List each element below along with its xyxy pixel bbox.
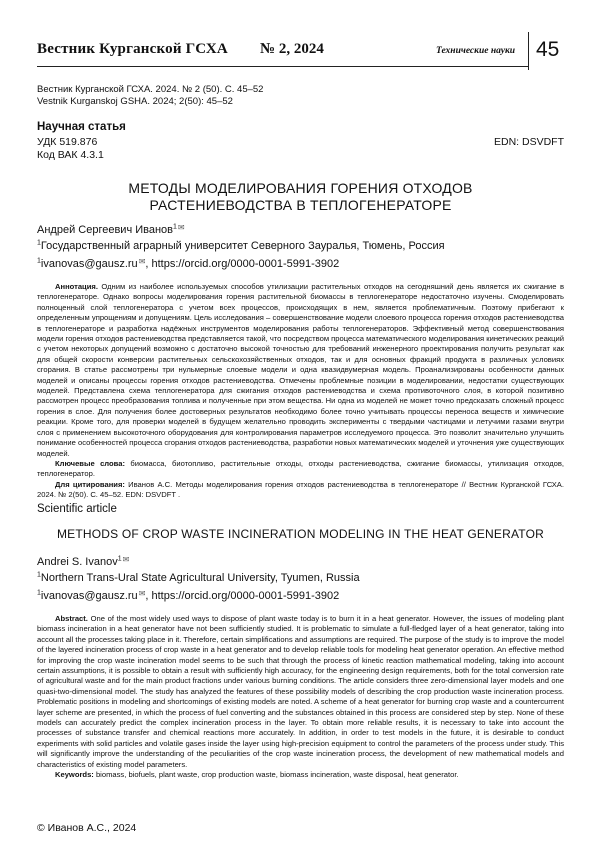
issue-number: № 2, 2024 — [260, 41, 324, 58]
citation-ru-text: Иванов А.С. Методы моделирования горения отходов растениеводства в теплогенераторе // Вестник Курганской ГСХА. 2024. № 2(50). С. 45–52. EDN: DSVDFT . — [37, 480, 564, 499]
keywords-en-label: Keywords: — [55, 770, 94, 779]
section-name: Технические науки — [436, 46, 515, 56]
abstract-en-label: Abstract. — [55, 614, 88, 623]
abstract-ru-label: Аннотация. — [55, 282, 98, 291]
vak-code: Код ВАК 4.3.1 — [37, 149, 104, 161]
email-link-ru[interactable]: ivanovas@gausz.ru — [41, 258, 138, 270]
citation-line-en: Vestnik Kurganskoj GSHA. 2024; 2(50): 45–52 — [37, 96, 233, 107]
affiliation-mark: 1 — [173, 223, 177, 230]
keywords-en-text: biomass, biofuels, plant waste, crop production waste, biomass incineration, waste disposal, heat generator. — [96, 770, 459, 779]
title-ru-line-2: РАСТЕНИЕВОДСТВА В ТЕПЛОГЕНЕРАТОРЕ — [37, 197, 564, 214]
affiliation-en-text: Northern Trans-Ural State Agricultural University, Tyumen, Russia — [41, 572, 360, 584]
citation-ru-label: Для цитирования: — [55, 480, 125, 489]
affiliation-mark: 1 — [37, 571, 41, 578]
affiliation-mark: 1 — [37, 257, 41, 264]
abstract-en-block — [37, 614, 564, 781]
envelope-icon: ✉ — [123, 555, 130, 564]
abstract-ru-block — [37, 282, 564, 501]
envelope-icon: ✉ — [139, 257, 146, 266]
journal-title: Вестник Курганской ГСХА — [37, 41, 228, 58]
keywords-ru-text: биомасса, биотопливо, растительные отходы, отходы растениеводства, сжигание биомассы, утилизация отходов, теплогенератор. — [37, 459, 564, 478]
contact-en — [37, 590, 339, 602]
author-en — [37, 556, 129, 568]
author-ru — [37, 224, 185, 236]
affiliation-mark: 1 — [37, 239, 41, 246]
citation-line-ru: Вестник Курганской ГСХА. 2024. № 2 (50). С. 45–52 — [37, 84, 263, 95]
abstract-ru — [37, 282, 564, 459]
article-type-en: Scientific article — [37, 503, 117, 515]
header-rule — [37, 66, 528, 67]
edn-code: EDN: DSVDFT — [494, 136, 564, 148]
journal-page — [0, 0, 600, 849]
author-en-name: Andrei S. Ivanov — [37, 556, 118, 568]
header-divider — [528, 32, 529, 70]
abstract-ru-text: Одним из наиболее используемых способов утилизации растительных отходов на сегодняшний день является их сжигание в теплогенераторе. Однако вопросы моделирования горения растительной биомассы в теплогенераторе недостаточно изучены. Смоделировать полноценный слой теплогенератора с учетом всех процессов, происходящих в нем, является проблематичным. Поэтому прибегают к определенным упрощениям и допущениям. Цель исследования – совершенствование модели слоевого процесса горения отходов растениеводства в теплогенераторе и разработка надёжных инструментов моделирования работы теплогенераторов. Эффективный метод совершенствования модели горения отходов растениеводства представляется такой, что посредством процесса математического моделирования кинетических реакций с учетом некоторых допущений возможно с достаточно высокой точностью для требований инженерного проектирования получить результат как для общей скорости конверсии растительных сельскохозяйственных отходов, так и для основных фракций продукта в различных условиях сгорания. В статье рассмотрены три нульмерные слоевые модели и одна квазидвумерная модель. Проанализированы особенности данных моделей и описаны процессы горения отходов растениеводства. Отмечены проблемные позиции в моделировании, недостатки существующих моделей. Представлена схема теплогенератора для сжигания отходов растениеводства и схема противоточного слоя, в которой позитивно рассмотрен процесс преобразования топлива и полученные при этом вещества. Ни одна из моделей не может точно предсказать сложный процесс горения в слое. Для получения более достоверных результатов необходимо более точно учитывать процессы переноса веществ и химические реакции. Кроме того, для проверки моделей в будущем желательно проводить эксперименты с твердыми частицами и летучими газами внутри слоя с применением высокоточного оборудования для контролирования параметров исследуемого процесса. Это позволит значительно улучшить понимание особенностей процесса сгорания отходов растениеводства, разработки новых математических моделей и уточнения уже существующих моделей. — [37, 282, 564, 458]
email-link-en[interactable]: ivanovas@gausz.ru — [41, 590, 138, 602]
affiliation-en — [37, 572, 360, 584]
author-ru-name: Андрей Сергеевич Иванов — [37, 224, 173, 236]
affiliation-mark: 1 — [118, 555, 122, 562]
envelope-icon: ✉ — [139, 589, 146, 598]
affiliation-ru — [37, 240, 445, 252]
contact-ru — [37, 258, 339, 270]
udk-code: УДК 519.876 — [37, 136, 97, 148]
abstract-en — [37, 614, 564, 770]
affiliation-ru-text: Государственный аграрный университет Северного Зауралья, Тюмень, Россия — [41, 240, 445, 252]
keywords-en — [37, 770, 564, 780]
orcid-link-en[interactable]: , https://orcid.org/0000-0001-5991-3902 — [145, 590, 339, 602]
copyright: © Иванов А.С., 2024 — [37, 822, 136, 834]
orcid-link-ru[interactable]: , https://orcid.org/0000-0001-5991-3902 — [145, 258, 339, 270]
affiliation-mark: 1 — [37, 589, 41, 596]
keywords-ru-label: Ключевые слова: — [55, 459, 125, 468]
article-type-ru: Научная статья — [37, 121, 126, 133]
envelope-icon: ✉ — [178, 223, 185, 232]
title-ru-line-1: МЕТОДЫ МОДЕЛИРОВАНИЯ ГОРЕНИЯ ОТХОДОВ — [37, 180, 564, 197]
keywords-ru — [37, 459, 564, 480]
page-number: 45 — [536, 38, 559, 62]
abstract-en-text: One of the most widely used ways to dispose of plant waste today is to burn it in a heat generator. However, the issues of modeling plant biomass incineration in a heat generator have not been sufficiently studied. It is problematic to simulate a full-fledged layer of a heat generator, taking into account all the processes taking place in it. Therefore, certain simplifications and assumptions are required. The purpose of the study is to improve the model of the layered incineration process of crop waste in a heat generator and to develop reliable tools for modeling heat generator operation. An effective method for improving the crop waste incineration model seems to be such that through the process of kinetic reaction mathematical modeling, taking into account certain assumptions, it is possible to obtain a result with sufficiently high accuracy, for the engineering design requirements, both for the total conversion rate of agricultural waste and for the main product fractions under various burning conditions. The article considers three zero-dimensional layer models and one quasi-two-dimensional model. The study has analyzed the features of these possibility models of describing the crop production waste incineration process. Problematic positions in modeling and shortcomings of existing models are noted. A scheme of a heat generator for burning crop waste and a countercurrent layer scheme are presented, in which the process of fuel converting and the substances obtained in this process are considered step by step. None of these models can accurately predict the complex incineration process in the layer. To obtain more reliable results, it is necessary to take into account the processes of substance transfer and chemical reactions more accurately. In addition, in order to test models in the future, it is desirable to conduct experiments with solid particles and volatile gases inside the layer using high-precision equipment to control the parameters of the process under study. This will significantly improve the understanding of the peculiarities of the crop waste incineration process, the development of new mathematical models and characteristics of existing model parameters. — [37, 614, 564, 769]
citation-ru — [37, 480, 564, 501]
title-en: METHODS OF CROP WASTE INCINERATION MODELING IN THE HEAT GENERATOR — [37, 527, 564, 541]
